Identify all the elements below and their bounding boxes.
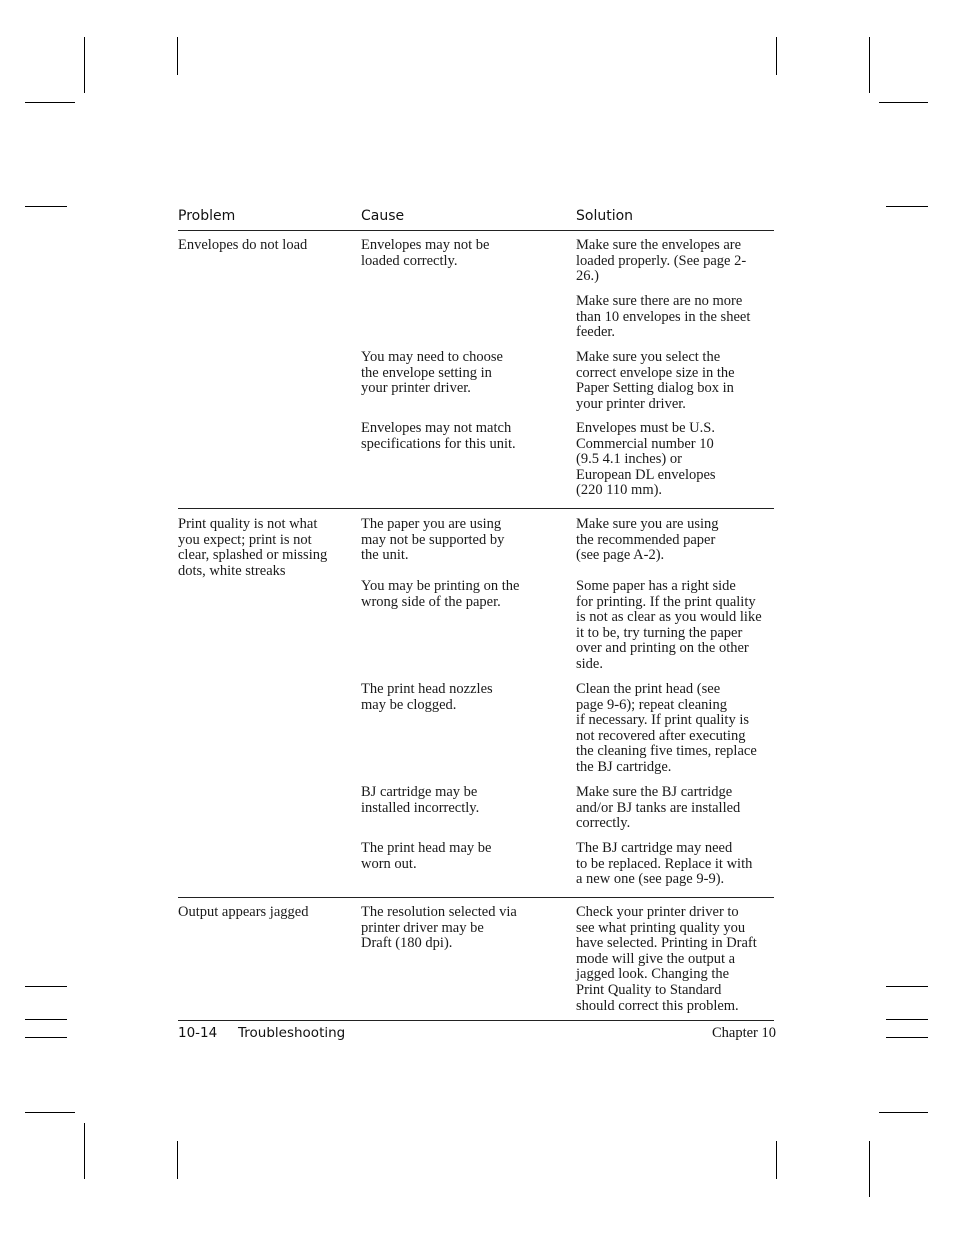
crop-mark — [869, 1141, 870, 1197]
page-footer — [178, 1025, 345, 1041]
chapter-label: Chapter 10 — [711, 1025, 776, 1041]
column-header-solution: Solution — [576, 208, 634, 224]
cause-cell: The paper you are using may not be supported by the unit. — [361, 516, 505, 564]
crop-mark — [177, 1141, 178, 1179]
solution-cell: Check your printer driver to see what printing quality you have selected. Printing in Draft mode will give the output a jagged look. Changing the Print Quality to Standard should correct this problem. — [576, 904, 757, 1014]
page-number: 10-14 — [178, 1025, 218, 1041]
cause-cell: You may need to choose the envelope setting in your printer driver. — [361, 349, 503, 397]
solution-cell: The BJ cartridge may need to be replaced. Replace it with a new one (see page 9-9). — [576, 840, 753, 888]
cause-cell: Envelopes may not match specifications for this unit. — [361, 420, 516, 452]
crop-mark — [886, 1037, 928, 1038]
crop-mark — [84, 1123, 85, 1179]
section-rule — [178, 897, 774, 898]
crop-mark — [25, 1037, 67, 1038]
solution-cell: Make sure the BJ cartridge and/or BJ tanks are installed correctly. — [576, 784, 741, 832]
crop-mark — [886, 1019, 928, 1020]
crop-mark — [25, 206, 67, 207]
solution-cell: Make sure the envelopes are loaded properly. (See page 2- 26.) — [576, 237, 747, 285]
crop-mark — [776, 37, 777, 75]
section-rule — [178, 508, 774, 509]
section-title: Troubleshooting — [238, 1025, 346, 1041]
crop-mark — [177, 37, 178, 75]
cause-cell: Envelopes may not be loaded correctly. — [361, 237, 490, 269]
crop-mark — [84, 37, 85, 93]
problem-cell: Envelopes do not load — [178, 237, 308, 253]
problem-cell: Print quality is not what you expect; print is not clear, splashed or missing dots, white streaks — [178, 516, 328, 579]
cause-cell: The resolution selected via printer driver may be Draft (180 dpi). — [361, 904, 517, 952]
header-rule — [178, 230, 774, 231]
crop-mark — [776, 1141, 777, 1179]
footer-rule — [178, 1020, 774, 1021]
cause-cell: The print head may be worn out. — [361, 840, 492, 872]
cause-cell: You may be printing on the wrong side of the paper. — [361, 578, 520, 610]
solution-cell: Some paper has a right side for printing. If the print quality is not as clear as you would like it to be, try turning the paper over and printing on the other side. — [576, 578, 762, 672]
crop-mark — [879, 102, 928, 103]
solution-cell: Make sure you are using the recommended paper (see page A-2). — [576, 516, 719, 564]
crop-mark — [869, 37, 870, 93]
crop-mark — [886, 206, 928, 207]
crop-mark — [25, 986, 67, 987]
crop-mark — [879, 1112, 928, 1113]
crop-mark — [25, 1112, 75, 1113]
crop-mark — [25, 1019, 67, 1020]
problem-cell: Output appears jagged — [178, 904, 309, 920]
crop-mark — [25, 102, 75, 103]
solution-cell: Make sure there are no more than 10 envelopes in the sheet feeder. — [576, 293, 751, 341]
solution-cell: Envelopes must be U.S. Commercial number 10 (9.5 4.1 inches) or European DL envelopes (220 110 mm). — [576, 420, 716, 499]
solution-cell: Clean the print head (see page 9-6); repeat cleaning if necessary. If print quality is not recovered after executing the cleaning five times, replace the BJ cartridge. — [576, 681, 757, 775]
column-header-cause: Cause — [361, 208, 405, 224]
crop-mark — [886, 986, 928, 987]
cause-cell: The print head nozzles may be clogged. — [361, 681, 493, 713]
cause-cell: BJ cartridge may be installed incorrectly. — [361, 784, 480, 816]
column-header-problem: Problem — [178, 208, 236, 224]
solution-cell: Make sure you select the correct envelope size in the Paper Setting dialog box in your printer driver. — [576, 349, 735, 412]
